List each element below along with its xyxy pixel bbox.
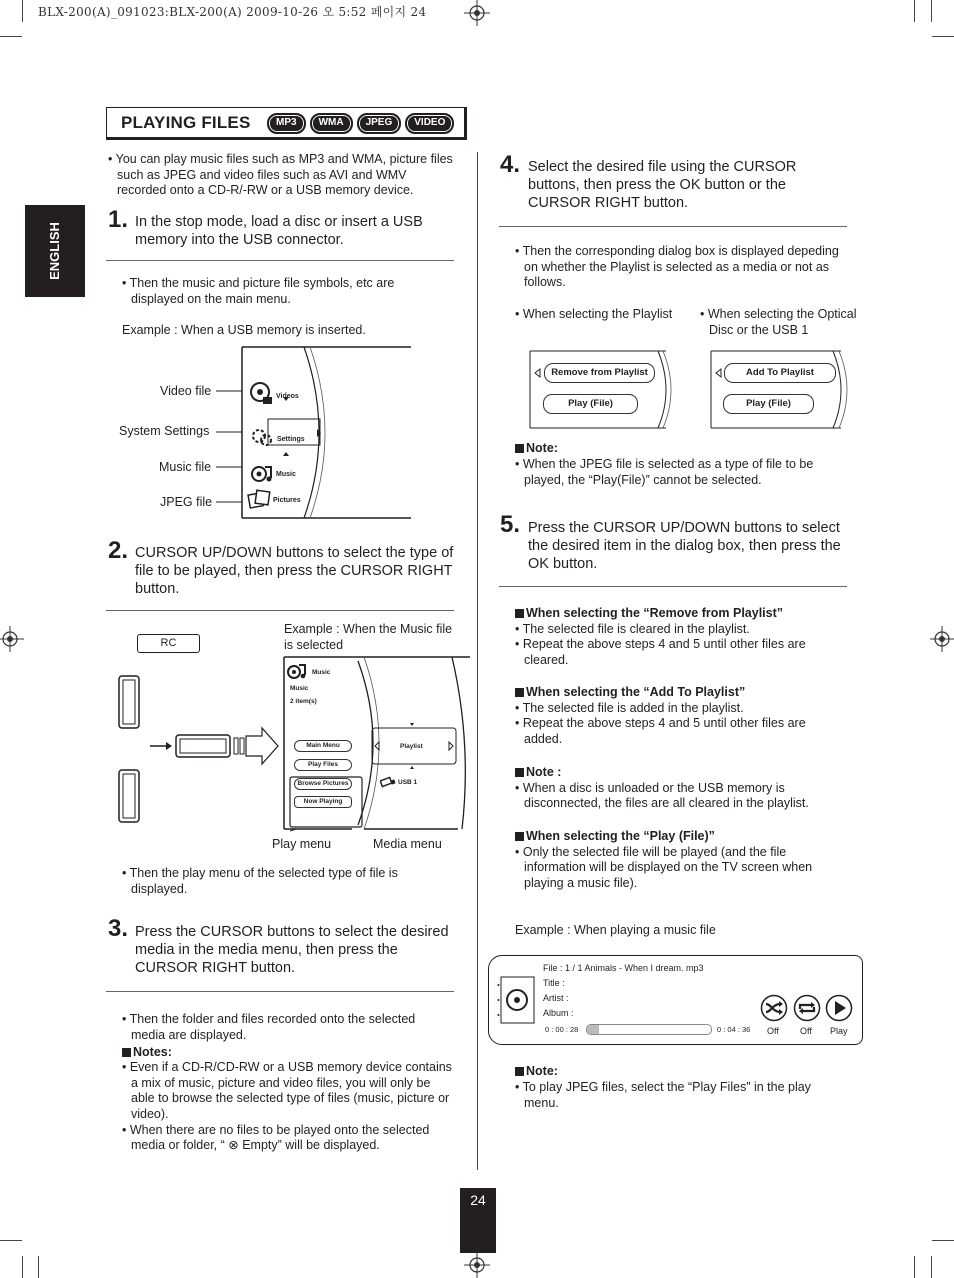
step4-note: • Then the corresponding dialog box is displayed depeding on whether the Playlist is selected as a media or not as follows.: [515, 244, 839, 290]
block-title: When selecting the “Remove from Playlist”: [515, 606, 840, 622]
step3-note-2: • When there are no files to be played onto the selected media or folder, “ ⊗ Empty” will be displayed.: [122, 1122, 430, 1153]
badge-video: VIDEO: [405, 113, 454, 134]
repeat-icon[interactable]: [793, 994, 821, 1022]
crop-mark: [931, 1256, 932, 1278]
step5-text: Press the CURSOR UP/DOWN buttons to select the desired item in the dialog box, then press the OK button.: [528, 520, 841, 573]
step1-number: 1.: [108, 206, 129, 233]
crop-mark: [931, 0, 932, 22]
step5-number: 5.: [500, 511, 521, 538]
step3-text: Press the CURSOR buttons to select the desired media in the media menu, then press the CURSOR RIGHT button.: [135, 924, 449, 977]
block-title: Note :: [515, 765, 840, 781]
player-file: File : 1 / 1 Animals - When I dream. mp3: [543, 963, 704, 973]
step2-text: CURSOR UP/DOWN buttons to select the type of file to be played, then press the CURSOR RIGHT button.: [135, 545, 454, 598]
dialog-playlist-frame: [528, 350, 672, 430]
format-badges: [267, 113, 458, 134]
step4-col-b: • When selecting the Optical Disc or the USB 1: [700, 307, 857, 337]
badge-mp3: MP3: [267, 113, 306, 134]
play-menu-main-menu[interactable]: Main Menu: [294, 740, 352, 752]
music-screen-title: Music: [312, 669, 331, 676]
language-tab: [25, 205, 85, 297]
label-system-settings: System Settings: [119, 424, 210, 438]
media-menu-usb[interactable]: USB 1: [398, 779, 418, 786]
player-artist: Artist :: [543, 993, 569, 1003]
block-title: When selecting the “Play (File)”: [515, 829, 840, 845]
step3-notes-title: [122, 1045, 172, 1061]
music-screen-line1: Music: [290, 685, 309, 692]
divider: [106, 610, 454, 611]
divider: [106, 260, 454, 261]
block-line: • When a disc is unloaded or the USB memory is disconnected, the files are all cleared in the playlist.: [515, 780, 809, 811]
section-title: PLAYING FILES: [121, 113, 251, 132]
page-number: 24: [470, 1192, 486, 1208]
block-title: When selecting the “Add To Playlist”: [515, 685, 840, 701]
step5-block-add: [515, 685, 840, 748]
section-title-box: [106, 107, 467, 140]
crop-mark: [932, 1240, 954, 1241]
block-line: • The selected file is added in the playlist.: [515, 700, 744, 715]
videos-icon: [249, 381, 273, 405]
step4-note-text: • When the JPEG file is selected as a type of file to be played, the “Play(File)” cannot be selected.: [515, 457, 814, 487]
step3-note-1: • Even if a CD-R/CD-RW or a USB memory device contains a mix of music, picture and video files, you will only be able to browse the selected type of files (music, picture or video).: [122, 1060, 452, 1121]
crop-mark: [0, 1240, 22, 1241]
registration-mark-icon: [464, 1252, 490, 1278]
divider: [499, 586, 847, 587]
step4-col-a: • When selecting the Playlist: [515, 307, 673, 321]
crop-mark: [914, 1256, 915, 1278]
play-file-button[interactable]: Play (File): [723, 394, 814, 414]
play-label: Play: [830, 1026, 848, 1036]
label-play-menu: Play menu: [272, 837, 332, 851]
step2-note: • Then the play menu of the selected type of file is displayed.: [122, 866, 398, 896]
block-line: • The selected file is cleared in the playlist.: [515, 621, 750, 636]
rc-label: RC: [160, 637, 177, 649]
step5-note-text: • To play JPEG files, select the “Play Files” in the play menu.: [515, 1080, 811, 1110]
block-line: • Repeat the above steps 4 and 5 until other files are cleared.: [515, 637, 806, 667]
step1-note: • Then the music and picture file symbols, etc are displayed on the main menu.: [122, 276, 395, 306]
registration-mark-icon: [0, 626, 24, 652]
play-menu-browse-pictures[interactable]: Browse Pictures: [294, 778, 352, 790]
step4-number: 4.: [500, 151, 521, 178]
menu-item-pictures: Pictures: [273, 497, 301, 504]
crop-mark: [914, 0, 915, 22]
shuffle-icon[interactable]: [760, 994, 788, 1022]
block-line: • Repeat the above steps 4 and 5 until other files are added.: [515, 716, 806, 746]
play-menu-play-files[interactable]: Play Files: [294, 759, 352, 771]
add-to-playlist-button[interactable]: Add To Playlist: [724, 363, 836, 383]
remove-from-playlist-button[interactable]: Remove from Playlist: [544, 363, 655, 383]
step5-note-title: [515, 1064, 558, 1080]
note-title-text: Note:: [526, 441, 558, 455]
label-jpeg-file: JPEG file: [160, 495, 213, 509]
music-screen-line2: 2 item(s): [290, 698, 317, 705]
badge-wma: WMA: [310, 113, 353, 134]
play-file-button[interactable]: Play (File): [543, 394, 638, 414]
play-icon[interactable]: [825, 994, 853, 1022]
step1-text: In the stop mode, load a disc or insert a USB memory into the USB connector.: [135, 214, 423, 249]
player-time-current: 0 : 00 : 28: [545, 1025, 579, 1034]
settings-icon: [251, 426, 273, 448]
player-progress-fill: [587, 1025, 599, 1034]
menu-item-videos: Videos: [276, 393, 299, 400]
crop-mark: [22, 1256, 23, 1278]
crop-mark: [22, 0, 23, 22]
album-art-icon: [497, 975, 537, 1027]
intro-text: • You can play music files such as MP3 and WMA, picture files such as JPEG and video files such as AVI and WMV recorded onto a CD-R/-RW or a USB memory device.: [108, 152, 453, 198]
music-icon: [251, 464, 273, 484]
step5-block-remove: [515, 606, 840, 669]
note-title-text: Note:: [526, 1064, 558, 1078]
language-tab-label: ENGLISH: [46, 222, 62, 280]
crop-mark: [38, 1256, 39, 1278]
step1-example: Example : When a USB memory is inserted.: [122, 323, 366, 337]
print-header: BLX-200(A)_091023:BLX-200(A) 2009-10-26 오 5:52 페이지 24: [38, 5, 427, 19]
media-menu-playlist[interactable]: Playlist: [400, 743, 423, 750]
pictures-icon: [247, 489, 271, 511]
registration-mark-icon: [930, 626, 954, 652]
music-icon: [287, 662, 307, 682]
step2-example: [284, 622, 454, 653]
label-music-file: Music file: [159, 460, 212, 474]
step2-example-text: Example : When the Music file is selected: [284, 622, 453, 652]
player-time-total: 0 : 04 : 36: [717, 1025, 751, 1034]
main-menu-screen: [216, 345, 416, 521]
label-video-file: Video file: [160, 384, 212, 398]
remote-cursor-diagram: [116, 674, 280, 824]
step5-block-note: [515, 765, 840, 812]
column-divider: [477, 152, 478, 1170]
step5-block-play: [515, 829, 840, 892]
step4-note-title: [515, 441, 558, 457]
step3-notes: [122, 1060, 454, 1154]
crop-mark: [932, 36, 954, 37]
step2-number: 2.: [108, 537, 129, 564]
crop-mark: [0, 36, 22, 37]
divider: [499, 226, 847, 227]
player-album: Album :: [543, 1008, 574, 1018]
block-line: • Only the selected file will be played (and the file information will be displayed on the TV screen when playing a music file).: [515, 844, 813, 890]
repeat-label: Off: [800, 1026, 812, 1036]
registration-mark-icon: [464, 0, 490, 26]
label-media-menu: Media menu: [373, 837, 442, 851]
dialog-disc-frame: [709, 350, 853, 430]
rc-label-box: [137, 634, 200, 653]
play-menu-now-playing[interactable]: Now Playing: [294, 796, 352, 808]
menu-item-settings: Settings: [277, 436, 305, 443]
step3-note: • Then the folder and files recorded onto the selected media are displayed.: [122, 1012, 416, 1042]
notes-title-text: Notes:: [133, 1045, 172, 1059]
shuffle-label: Off: [767, 1026, 779, 1036]
step5-example: Example : When playing a music file: [515, 923, 716, 937]
badge-jpeg: JPEG: [357, 113, 402, 134]
step4-text: Select the desired file using the CURSOR buttons, then press the OK button or the CURSOR RIGHT button.: [528, 159, 797, 212]
player-title: Title :: [543, 978, 565, 988]
player-progress-bar[interactable]: [586, 1024, 712, 1035]
usb-icon: [380, 776, 396, 788]
divider: [106, 991, 454, 992]
menu-item-music: Music: [276, 471, 296, 478]
step3-number: 3.: [108, 915, 129, 942]
